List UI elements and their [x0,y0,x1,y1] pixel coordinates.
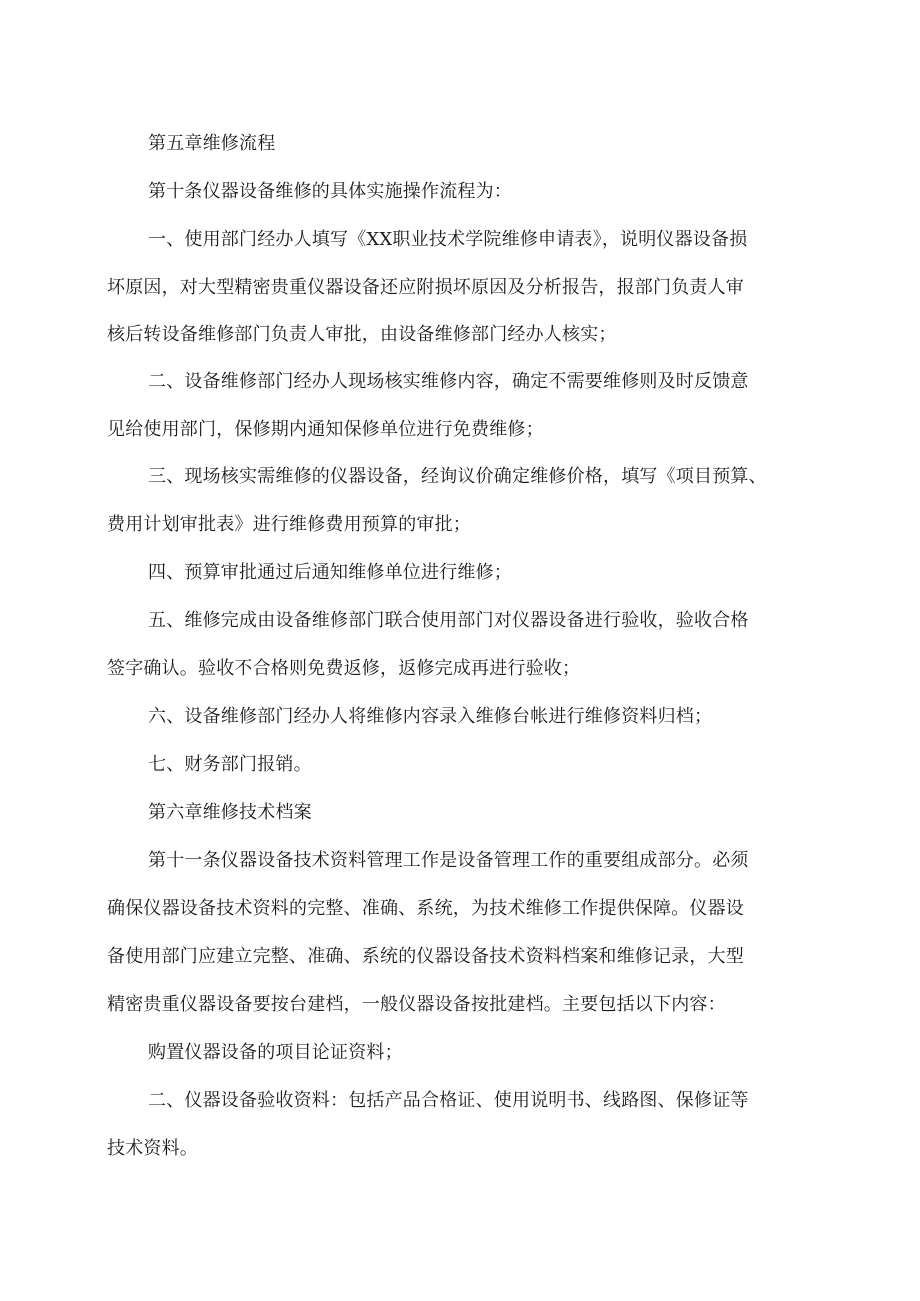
step-1-line-1: 一、使用部门经办人填写《XX职业技术学院维修申请表》，说明仪器设备损 [148,229,748,250]
step-1-line-2: 坏原因，对大型精密贵重仪器设备还应附损坏原因及分析报告，报部门负责人审 [107,277,744,298]
article-11-line-2: 确保仪器设备技术资料的完整、准确、系统，为技术维修工作提供保障。仪器设 [107,898,744,919]
step-2-line-1: 二、设备维修部门经办人现场核实维修内容，确定不需要维修则及时反馈意 [148,371,749,392]
article-10-intro: 第十条仪器设备维修的具体实施操作流程为： [148,181,512,202]
item-2-line-2: 技术资料。 [107,1138,198,1159]
step-7: 七、财务部门报销。 [148,754,312,775]
step-4: 四、预算审批通过后通知维修单位进行维修； [148,562,512,583]
item-2-line-1: 二、仪器设备验收资料：包括产品合格证、使用说明书、线路图、保修证等 [148,1090,749,1111]
step-1-line-3: 核后转设备维修部门负责人审批，由设备维修部门经办人核实； [107,324,617,345]
step-5-line-1: 五、维修完成由设备维修部门联合使用部门对仪器设备进行验收，验收合格 [148,610,749,631]
chapter-5-heading: 第五章维修流程 [148,133,276,154]
step-3-line-1: 三、现场核实需维修的仪器设备，经询议价确定维修价格，填写《项目预算、 [148,466,767,487]
chapter-6-heading: 第六章维修技术档案 [148,802,312,823]
step-5-line-2: 签字确认。验收不合格则免费返修，返修完成再进行验收； [107,658,581,679]
article-11-line-4: 精密贵重仪器设备要按台建档，一般仪器设备按批建档。主要包括以下内容： [107,994,726,1015]
step-2-line-2: 见给使用部门，保修期内通知保修单位进行免费维修； [107,419,544,440]
article-11-line-1: 第十一条仪器设备技术资料管理工作是设备管理工作的重要组成部分。必须 [148,850,749,871]
item-1: 购置仪器设备的项目论证资料； [148,1042,403,1063]
article-11-line-3: 备使用部门应建立完整、准确、系统的仪器设备技术资料档案和维修记录，大型 [107,946,744,967]
step-3-line-2: 费用计划审批表》进行维修费用预算的审批； [107,514,471,535]
step-6: 六、设备维修部门经办人将维修内容录入维修台帐进行维修资料归档； [148,706,713,727]
